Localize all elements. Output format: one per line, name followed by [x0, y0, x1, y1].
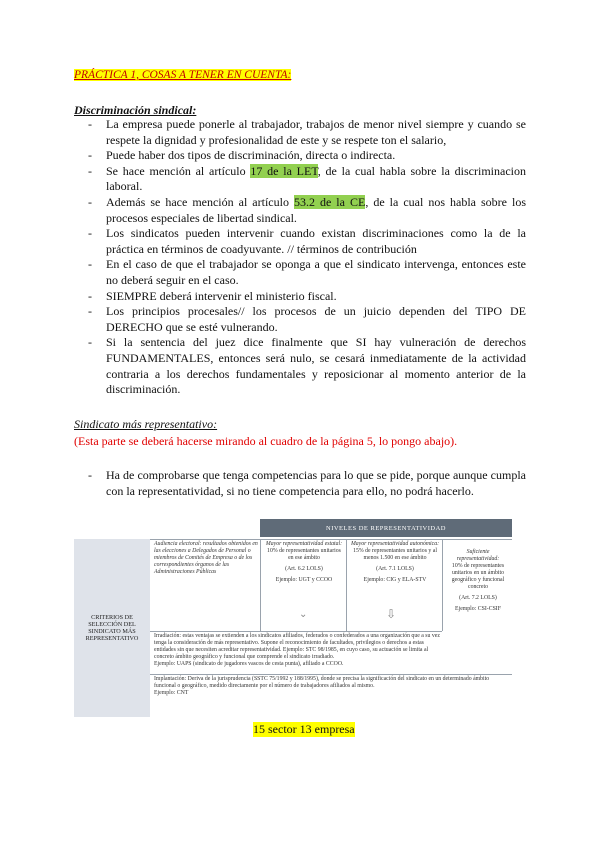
list-item	[74, 257, 526, 288]
bullet-text: Puede haber dos tipos de discriminación, directa o indirecta.	[106, 148, 396, 163]
bullet-text: , de la cual habla sobre la discriminacion laboral.	[106, 163, 526, 194]
down-arrow-outline-icon: ⇩	[386, 607, 397, 621]
highlighted-text: 53.2 de la CE	[293, 194, 366, 209]
list-item	[74, 289, 526, 305]
down-arrow-icon: ⌄	[299, 609, 308, 620]
list-item	[74, 148, 526, 164]
bullet-text: Los sindicatos pueden intervenir cuando existan discriminaciones como la de la práctica en términos de coadyuvante. // términos de contribución	[106, 226, 526, 256]
bullet-text: , de la cual nos habla sobre los procesos especiales de libertad sindical.	[106, 194, 526, 225]
col2-example: Ejemplo: UGT y CCOO	[275, 577, 333, 583]
table-col3	[350, 541, 440, 584]
col2-title: Mayor representatividad estatal:	[265, 541, 343, 547]
bullet-text: Además se hace mención al artículo	[106, 194, 294, 209]
col4-example: Ejemplo: CSI-CSIF	[455, 606, 501, 612]
discrimination-bullet-list	[74, 117, 526, 398]
list-item	[74, 304, 526, 335]
table-left-label: CRITERIOS DE SELECCIÓN DEL SINDICATO MÁS REPRESENTATIVO	[74, 539, 150, 717]
section-heading-discrimination: Discriminación sindical:	[74, 103, 197, 117]
col4-body: 10% de representantes unitarios en un ámbito geográfico y funcional concreto	[451, 563, 505, 590]
representative-bullet-list	[74, 467, 526, 499]
list-item	[74, 117, 526, 148]
table-header: NIVELES DE REPRESENTATIVIDAD	[260, 519, 512, 537]
table-col1-audience: Audiencia electoral: resultados obtenidos en las elecciones a Delegados de Personal o miembros de Comités de Empresa o de los correspondientes órganos de las Administraciones Públicas	[154, 541, 258, 575]
list-item	[74, 335, 526, 397]
bullet-text: En el caso de que el trabajador se oponga a que el sindicato intervenga, entonces este no deberá seguir en el caso.	[106, 257, 526, 287]
highlighted-text: 17 de la LET	[250, 163, 318, 178]
bullet-text: Los principios procesales// los procesos de un juicio dependen del TIPO DE DERECHO que se esté vulnerando.	[106, 304, 526, 334]
bullet-text: Si la sentencia del juez dice finalmente que SI hay vulneración de derechos FUNDAMENTALES, entonces será nulo, se cesará inmediatamente de la actividad contraria a los derechos fundamentales y reposicionar al momento anterior de la discriminación.	[106, 335, 526, 397]
list-item	[74, 226, 526, 257]
bullet-text: SIEMPRE deberá intervenir el ministerio fiscal.	[106, 288, 337, 303]
table-col4	[446, 549, 510, 613]
col3-ref: (Art. 7.1 LOLS)	[376, 566, 414, 572]
col3-title: Mayor representatividad autonómica:	[350, 541, 440, 547]
table-irradiation	[154, 633, 440, 668]
list-item	[74, 195, 526, 226]
implantation-text: Implantación: Deriva de la jurisprudencia (SSTC 75/1992 y 188/1995), donde se precisa la significación del sindicato en un determinado ámbito funcional o geográfico, medido directamente por el número de trabajadores afiliados al mismo.	[154, 676, 490, 689]
list-item	[74, 467, 526, 499]
bullet-text: Se hace mención al artículo	[106, 163, 251, 178]
col2-ref: (Art. 6.2 LOLS)	[285, 566, 323, 572]
col4-ref: (Art. 7.2 LOLS)	[459, 595, 497, 601]
col3-body: 15% de representantes unitarios y al menos 1.500 en ese ámbito	[353, 548, 437, 561]
section-heading-representative: Sindicato más representativo:	[74, 417, 218, 431]
bullet-text: La empresa puede ponerle al trabajador, trabajos de menor nivel siempre y cuando se respete la dignidad y profesionalidad de este y se respete ton el salario,	[106, 117, 526, 147]
bullet-text: Ha de comprobarse que tenga competencias para lo que se pide, porque aunque cumpla con la representatividad, si no tiene competencia para ello, no podrá hacerlo.	[106, 468, 526, 498]
representativity-table	[74, 519, 512, 717]
col2-body: 10% de representantes unitarios en ese ámbito	[267, 548, 341, 561]
list-item	[74, 164, 526, 195]
col3-example: Ejemplo: CIG y ELA-STV	[363, 577, 427, 583]
table-caption: 15 sector 13 empresa	[253, 722, 355, 736]
table-implantation	[154, 676, 508, 697]
page-title: PRÁCTICA 1, COSAS A TENER EN CUENTA:	[74, 69, 292, 81]
col4-title: Suficiente representatividad:	[456, 549, 500, 562]
irradiation-example: Ejemplo: UAPS (sindicato de jugadores vascos de cesta punta), afiliado a CCOO.	[154, 661, 344, 667]
implantation-example: Ejemplo: CNT	[154, 690, 189, 696]
irradiation-text: Irradiación: estas ventajas se extienden a los sindicatos afiliados, federados o confederados a una organización que a su vez tenga la consideración de más representativo. Supone el reconocimiento de facultades, privilegios o derechos a estas entidades sin que necesiten acreditar representatividad. Ejemplo: STC 98/1985, en cuyo caso, su actuación se limita al concreto ámbito geográfico y funcional que comprende el sindicato irradiado.	[154, 633, 440, 660]
section-note: (Esta parte se deberá hacerse mirando al cuadro de la página 5, lo pongo abajo).	[74, 434, 458, 448]
table-col2	[264, 541, 344, 584]
